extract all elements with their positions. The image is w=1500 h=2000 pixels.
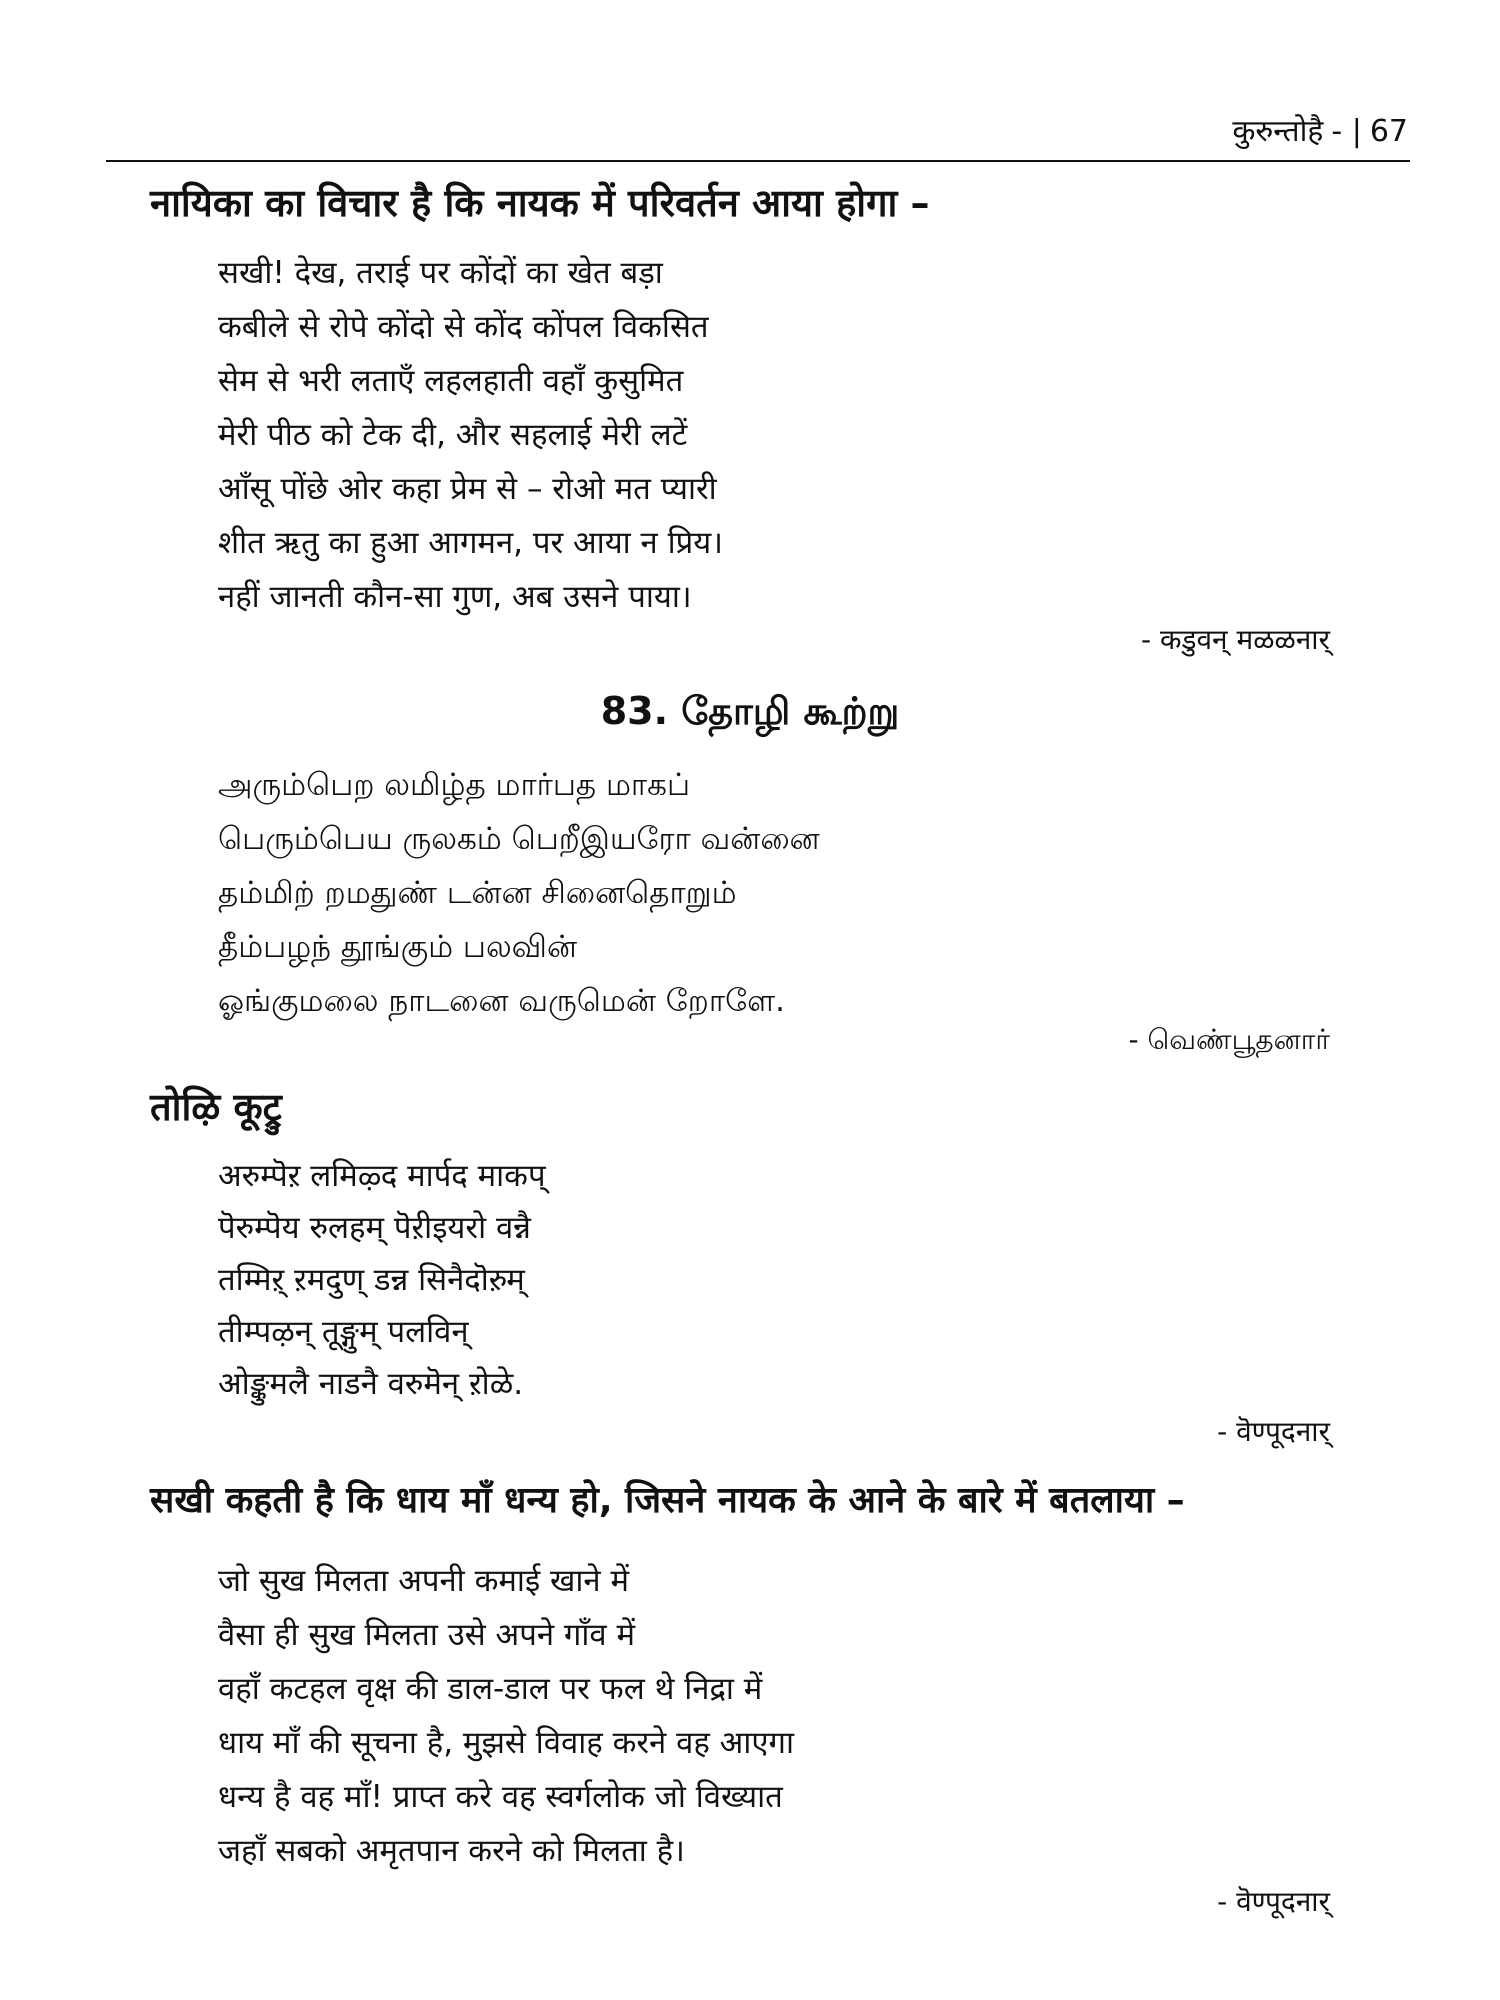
verse-line: कबीले से रोपे कोंदो से कोंद कोंपल विकसित [218, 309, 709, 345]
section-3-verse [218, 1150, 546, 1410]
verse-line: तीम्पऴन् तूङ्गुम् पलविन् [218, 1314, 469, 1350]
header-rule [106, 160, 1410, 162]
verse-line: वहाँ कटहल वृक्ष की डाल-डाल पर फल थे निद्रा में [218, 1671, 763, 1707]
verse-line: शीत ऋतु का हुआ आगमन, पर आया न प्रिय। [218, 525, 724, 561]
verse-line: नहीं जानती कौन-सा गुण, अब उसने पाया। [218, 579, 692, 615]
verse-line: तम्मिऱ् ऱमदुण् डन्न सिनैदॊऱुम् [218, 1262, 525, 1298]
running-header [1232, 112, 1408, 152]
section-2-heading: 83. தோழி கூற்று [600, 689, 900, 733]
verse-line: தம்மிற் றமதுண் டன்ன சினைதொறும் [218, 875, 737, 911]
verse-line: ओङ्कुमलै नाडनै वरुमॆन् ऱोळे. [218, 1366, 524, 1402]
section-1-verse [218, 246, 723, 624]
section-1-attribution: - कडुवन् मळळनार् [1140, 623, 1330, 656]
verse-line: जो सुख मिलता अपनी कमाई खाने में [218, 1563, 630, 1599]
verse-line: सेम से भरी लताएँ लहलहाती वहाँ कुसुमित [218, 363, 684, 399]
verse-line: मेरी पीठ को टेक दी, और सहलाई मेरी लटें [218, 417, 688, 453]
section-2-attribution: - வெண்பூதனார் [1128, 1023, 1330, 1056]
section-4-heading: सखी कहती है कि धाय माँ धन्य हो, जिसने नायक के आने के बारे में बतलाया – [150, 1480, 1185, 1521]
verse-line: सखी! देख, तराई पर कोंदों का खेत बड़ा [218, 255, 663, 291]
verse-line: ஓங்குமலை நாடனை வருமென் றோளே. [218, 983, 785, 1019]
verse-line: आँसू पोंछे ओर कहा प्रेम से – रोओ मत प्यारी [218, 471, 717, 507]
verse-line: தீம்பழந் தூங்கும் பலவின் [218, 929, 578, 965]
verse-line: धन्य है वह माँ! प्राप्त करे वह स्वर्गलोक जो विख्यात [218, 1779, 783, 1815]
section-3-attribution: - वॆण्पूदनार् [1217, 1415, 1330, 1448]
verse-line: अरुम्पॆऱ लमिऴ्द मार्पद माकप् [218, 1158, 546, 1194]
verse-line: பெரும்பெய ருலகம் பெறீஇயரோ வன்னை [218, 821, 820, 857]
verse-line: पॆरुम्पॆय रुलहम् पॆऱीइयरो वन्नै [218, 1210, 531, 1246]
verse-line: वैसा ही सुख मिलता उसे अपने गाँव में [218, 1617, 635, 1653]
running-title: कुरुन्तोहै [1232, 114, 1324, 149]
section-2-verse [218, 758, 820, 1028]
verse-line: धाय माँ की सूचना है, मुझसे विवाह करने वह आएगा [218, 1725, 794, 1761]
section-1-heading: नायिका का विचार है कि नायक में परिवर्तन आया होगा – [150, 181, 930, 225]
section-4-verse [218, 1554, 794, 1878]
verse-line: जहाँ सबको अमृतपान करने को मिलता है। [218, 1833, 685, 1869]
page-number: 67 [1369, 114, 1408, 149]
verse-line: அரும்பெற லமிழ்த மார்பத மாகப் [218, 767, 691, 803]
section-4-attribution: - वॆण्पूदनार् [1217, 1885, 1330, 1918]
header-separator: - | [1331, 114, 1362, 149]
section-3-heading: तोऴि कूट्रु [150, 1085, 282, 1129]
